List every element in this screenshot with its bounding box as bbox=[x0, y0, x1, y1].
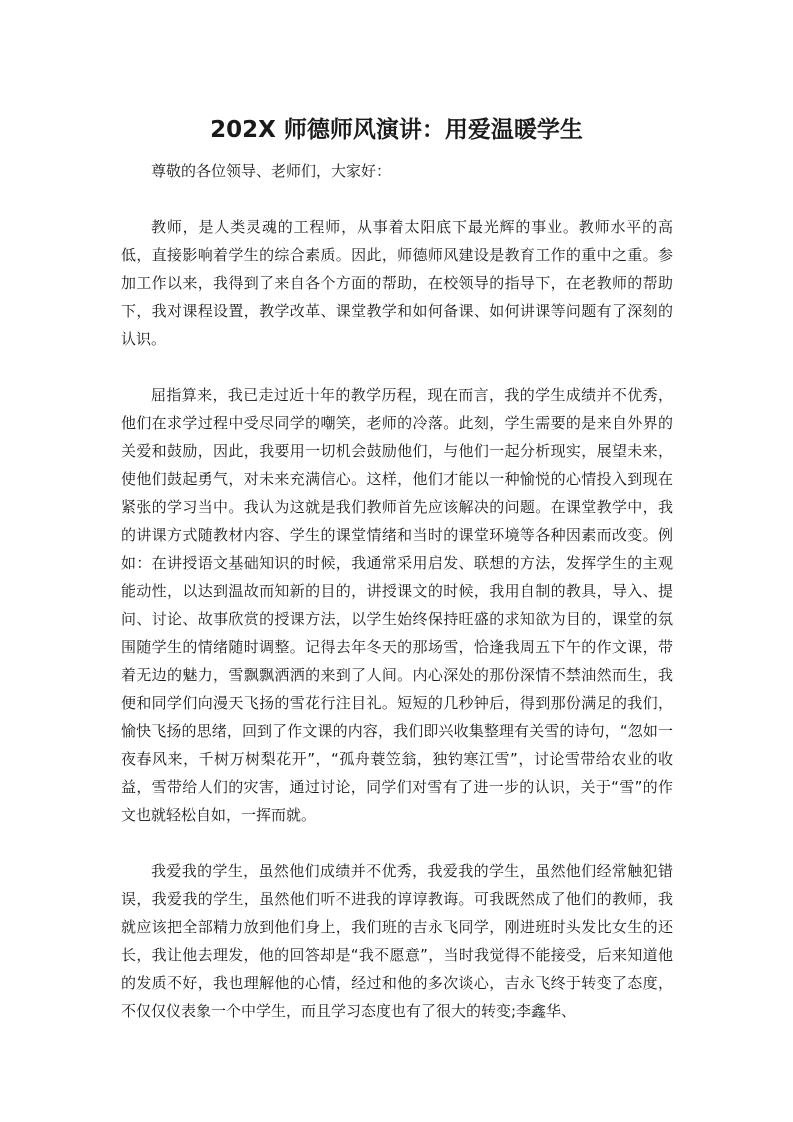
body-paragraph-2: 屈指算来，我已走过近十年的教学历程，现在而言，我的学生成绩并不优秀，他们在求学过程中受尽同学的嘲笑，老师的冷落。此刻，学生需要的是来自外界的关爱和鼓励，因此，我要用一切机会鼓励他们，与他们一起分析现实，展望未来，使他们鼓起勇气，对未来充满信心。这样，他们才能以一种愉悦的心情投入到现在紧张的学习当中。我认为这就是我们教师首先应该解决的问题。在课堂教学中，我的讲课方式随教材内容、学生的课堂情绪和当时的课堂环境等各种因素而改变。例如：在讲授语文基础知识的时候，我通常采用启发、联想的方法，发挥学生的主观能动性，以达到温故而知新的目的，讲授课文的时候，我用自制的教具，导入、提问、讨论、故事欣赏的授课方法，以学生始终保持旺盛的求知欲为目的，课堂的氛围随学生的情绪随时调整。记得去年冬天的那场雪，恰逢我周五下午的作文课，带着无边的魅力，雪飘飘洒洒的来到了人间。内心深处的那份深情不禁油然而生，我便和同学们向漫天飞扬的雪花行注目礼。短短的几秒钟后，得到那份满足的我们，愉快飞扬的思绪，回到了作文课的内容，我们即兴收集整理有关雪的诗句，“忽如一夜春风来，千树万树梨花开”，“孤舟蓑笠翁，独钓寒江雪”，讨论雪带给农业的收益，雪带给人们的灾害，通过讨论，同学们对雪有了进一步的认识，关于“雪”的作文也就轻松自如，一挥而就。 bbox=[121, 386, 673, 824]
document-title: 202X 师德师风演讲：用爱温暖学生 bbox=[210, 117, 583, 143]
greeting-paragraph: 尊敬的各位领导、老师们，大家好： bbox=[151, 162, 392, 180]
document-body bbox=[121, 157, 673, 1025]
body-paragraph-3: 我爱我的学生，虽然他们成绩并不优秀，我爱我的学生，虽然他们经常触犯错误，我爱我的学生，虽然他们听不进我的谆谆教诲。可我既然成了他们的教师，我就应该把全部精力放到他们身上，我们班的吉永飞同学，刚进班时头发比女生的还长，我让他去理发，他的回答却是“我不愿意”，当时我觉得不能接受，后来知道他的发质不好，我也理解他的心情，经过和他的多次谈心，吉永飞终于转变了态度，不仅仅仪表象一个中学生，而且学习态度也有了很大的转变;李鑫华、 bbox=[121, 862, 673, 1020]
body-paragraph-1: 教师，是人类灵魂的工程师，从事着太阳底下最光辉的事业。教师水平的高低，直接影响着学生的综合素质。因此，师德师风建设是教育工作的重中之重。参加工作以来，我得到了来自各个方面的帮助，在校领导的指导下，在老教师的帮助下，我对课程设置，教学改革、课堂教学和如何备课、如何讲课等问题有了深刻的认识。 bbox=[121, 218, 673, 348]
